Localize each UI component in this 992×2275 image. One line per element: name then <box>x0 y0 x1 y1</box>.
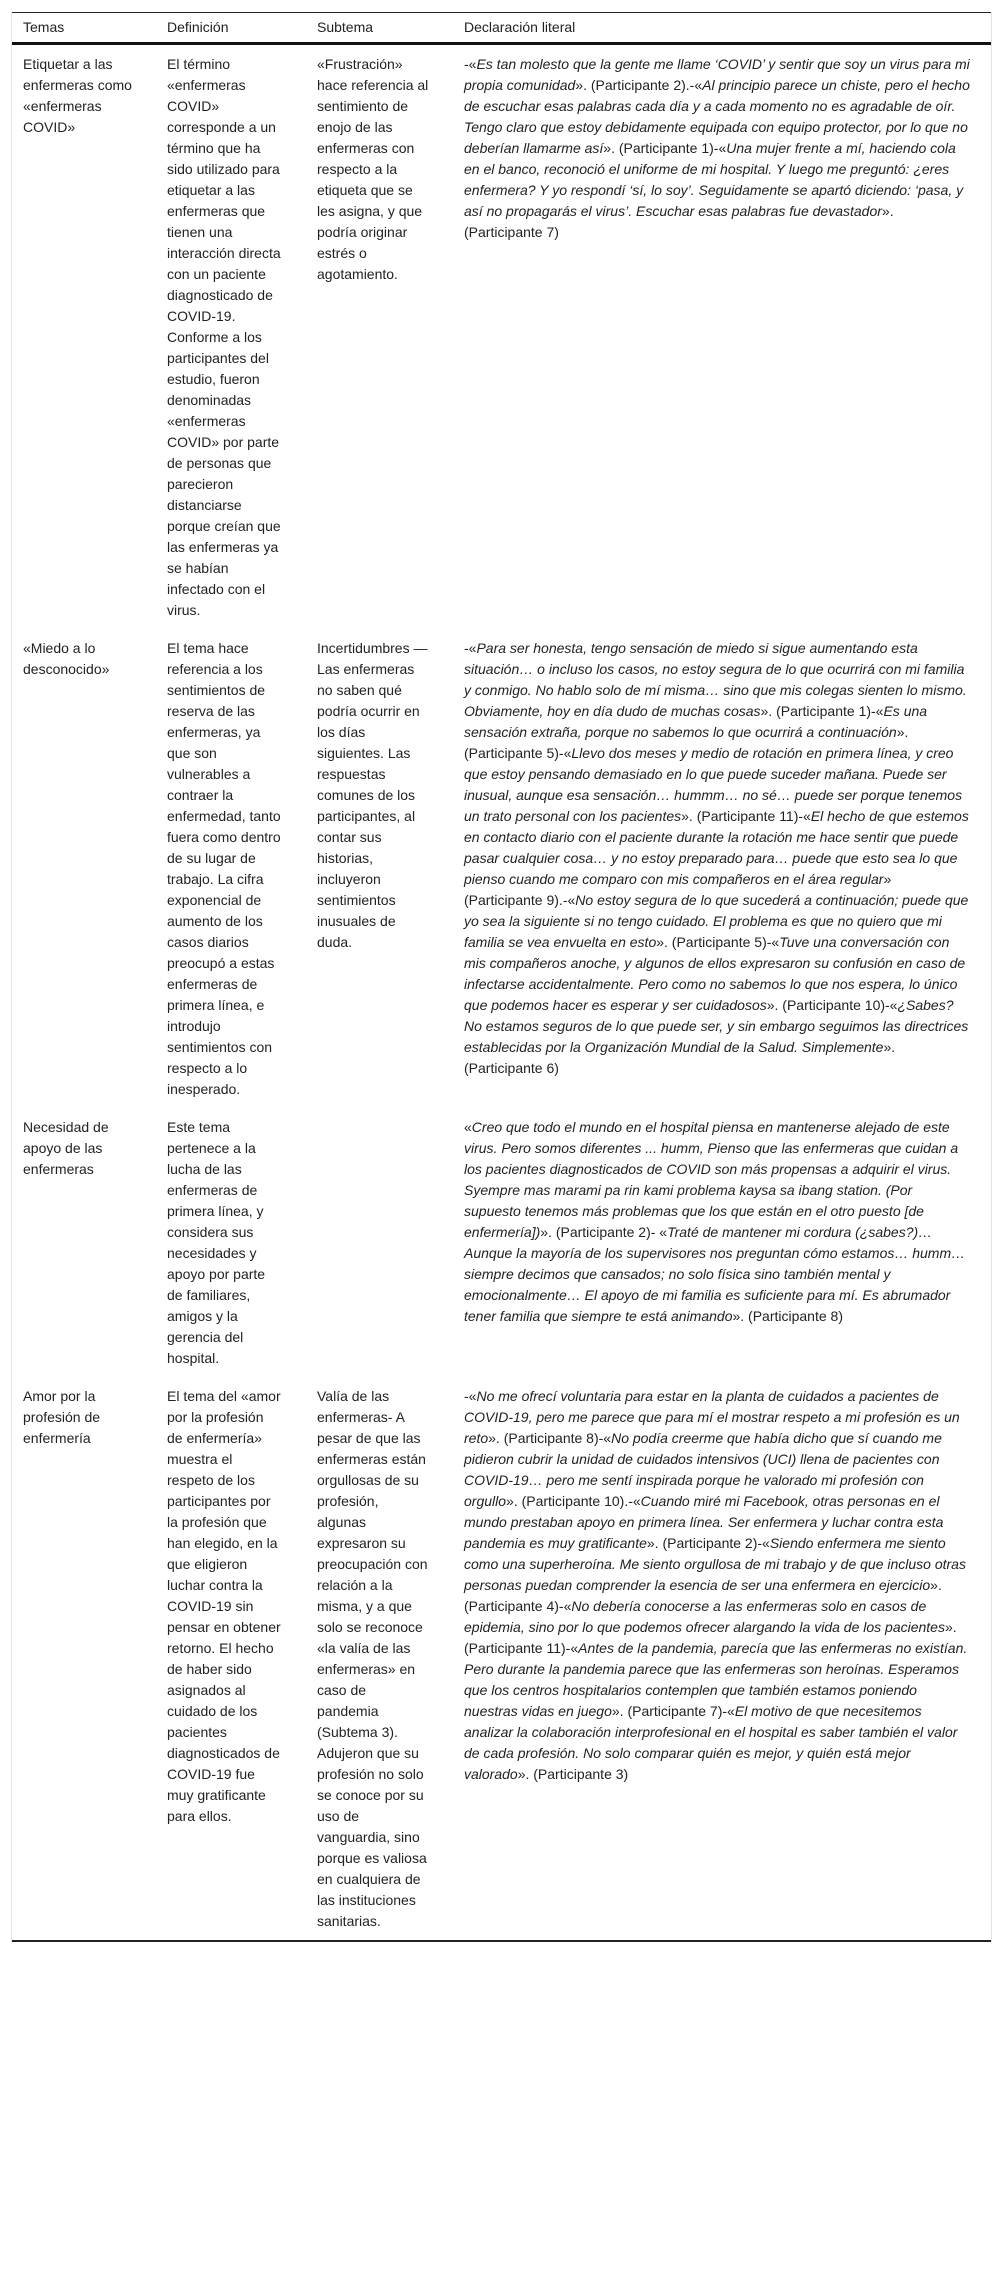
theme-cell: Amor por la profesión de enfermería <box>23 1388 101 1446</box>
literal-statement-cell <box>459 1108 991 1377</box>
table-row <box>12 1108 991 1377</box>
quote-attribution: » (Participante 9).-« <box>464 871 892 908</box>
theme-cell: «Miedo a lo desconocido» <box>23 640 110 677</box>
themes-table <box>12 12 991 1942</box>
quote-text: Al principio parece un chiste, pero el hecho de escuchar esas palabras cada día y a cada momento no es agradable de oír. Tengo claro que estoy debidamente equipada con equipo protector, por lo que no deberían llamarme así <box>464 77 970 156</box>
quote-attribution: ». (Participante 7) <box>464 203 894 240</box>
quote-attribution: « <box>464 1119 472 1135</box>
table-row <box>12 44 991 630</box>
quote-attribution: ». (Participante 3) <box>517 1766 629 1782</box>
quote-text: Es una sensación extraña, porque no sabemos lo que ocurrirá a continuación <box>464 703 928 740</box>
header-definicion: Definición <box>167 19 229 35</box>
definition-cell: Este tema pertenece a la lucha de las enfermeras de primera línea, y considera sus necesidades y apoyo por parte de familiares, amigos y la gerencia del hospital. <box>167 1119 266 1366</box>
quote-text: Es tan molesto que la gente me llame ‘COVID’ y sentir que soy un virus para mi propia comunidad <box>464 56 970 93</box>
quote-text: No debería conocerse a las enfermeras solo en casos de epidemia, sino por lo que podemos ofrecer alargando la vida de los pacientes <box>464 1598 945 1635</box>
header-declaracion-literal: Declaración literal <box>464 19 576 35</box>
table-body <box>12 44 991 1942</box>
quote-attribution: ». (Participante 8)-« <box>488 1430 612 1446</box>
quote-attribution: ». (Participante 11)-« <box>681 808 811 824</box>
quote-text: El motivo de que necesitemos analizar la colaboración interprofesional en el hospital es saber también el valor de cada profesión. No solo comparar quién es mejor, y quién está mejor valorado <box>464 1703 958 1782</box>
quote-text: Cuando miré mi Facebook, otras personas en el mundo prestaban apoyo en primera línea. Ser enfermera y luchar contra esta pandemia es muy gratificante <box>464 1493 944 1551</box>
quote-attribution: -« <box>464 640 477 656</box>
header-temas: Temas <box>23 19 65 35</box>
table-row <box>12 1377 991 1941</box>
quote-attribution: ». (Participante 2)- « <box>540 1224 668 1240</box>
quote-attribution: ». (Participante 6) <box>464 1039 896 1076</box>
definition-cell: El tema hace referencia a los sentimientos de reserva de las enfermeras, ya que son vulnerables a contraer la enfermedad, tanto fuera como dentro de su lugar de trabajo. La cifra exponencial de aumento de los casos diarios preocupó a estas enfermeras de primera línea, e introdujo sentimientos con respecto a lo inesperado. <box>167 640 281 1097</box>
quote-text: Una mujer frente a mí, haciendo cola en el banco, reconoció el uniforme de mi hospital. Y luego me preguntó: ¿eres enfermera? Y yo respondí ‘sí, lo soy’. Seguidamente se apartó diciendo: ‘pasa, y así no propagarás el virus’. Escuchar esas palabras fue devastador <box>464 140 964 219</box>
quote-attribution: ». (Participante 7)-« <box>611 1703 735 1719</box>
quote-text: Llevo dos meses y medio de rotación en primera línea, y creo que estoy pensando demasiado en lo que puede suceder mañana. Puede ser inusual, aunque esa sensación… hummm… no sé… puede ser porque tenemos un trato personal con los pacientes <box>464 745 963 824</box>
quote-attribution: ». (Participante 2).-« <box>575 77 703 93</box>
quote-attribution: ». (Participante 2)-« <box>646 1535 770 1551</box>
quote-text: Antes de la pandemia, parecía que las enfermeras no existían. Pero durante la pandemia parece que las enfermeras son heroínas. Esperamos que los centros hospitalarios contemplen que también estamos poniendo nuestras vidas en juego <box>464 1640 968 1719</box>
quote-attribution: ». (Participante 5)-« <box>656 934 780 950</box>
literal-statement-cell <box>459 1377 991 1941</box>
quote-attribution: ». (Participante 4)-« <box>464 1577 942 1614</box>
definition-cell: El término «enfermeras COVID» corresponde a un término que ha sido utilizado para etiquetar a las enfermeras que tienen una interacción directa con un paciente diagnosticado de COVID-19. Conforme a los participantes del estudio, fueron denominadas «enfermeras COVID» por parte de personas que parecieron distanciarse porque creían que las enfermeras ya se habían infectado con el virus. <box>167 56 281 618</box>
quote-attribution: ». (Participante 1)-« <box>603 140 727 156</box>
quote-attribution: -« <box>464 1388 477 1404</box>
subtheme-cell: Incertidumbres — Las enfermeras no saben qué podría ocurrir en los días siguientes. Las respuestas comunes de los participantes, al contar sus historias, incluyeron sentimientos inusuales de duda. <box>317 640 428 950</box>
quote-text: El hecho de que estemos en contacto diario con el paciente durante la rotación me hace sentir que puede pasar cualquier cosa… y no estoy preparado para… puede que esto sea lo que pienso cuando me comparo con mis compañeros en el área regular <box>464 808 969 887</box>
subtheme-cell: «Frustración» hace referencia al sentimiento de enojo de las enfermeras con respecto a la etiqueta que se les asigna, y que podría originar estrés o agotamiento. <box>317 56 429 282</box>
quote-text: No podía creerme que había dicho que sí cuando me pidieron cubrir la unidad de cuidados intensivos (UCI) llena de pacientes con COVID-19… pero me sentí inspirada porque he valorado mi profesión con orgullo <box>464 1430 942 1509</box>
quote-attribution: ». (Participante 1)-« <box>760 703 884 719</box>
table-header-row <box>12 13 991 44</box>
quote-attribution: ». (Participante 10).-« <box>506 1493 641 1509</box>
subtheme-cell: Valía de las enfermeras- A pesar de que las enfermeras están orgullosas de su profesión, algunas expresaron su preocupación con relación a la misma, y a que solo se reconoce «la valía de las enfermeras» en caso de pandemia (Subtema 3). Adujeron que su profesión no solo se conoce por su uso de vanguardia, sino porque es valiosa en cualquiera de las instituciones sanitarias. <box>317 1388 428 1929</box>
themes-table-container <box>11 12 992 1942</box>
quote-text: Creo que todo el mundo en el hospital piensa en mantenerse alejado de este virus. Pero somos diferentes ... humm, Pienso que las enfermeras que cuidan a los pacientes diagnosticados de COVID son más propensas a adquirir el virus. Syempre mas marami pa rin kami problema kaysa sa ibang station. (Por supuesto tenemos más problemas que los que están en el otro puesto [de enfermería]) <box>464 1119 959 1240</box>
quote-text: Siendo enfermera me siento como una superheroína. Me siento orgullosa de mi trabajo y de que incluso otras personas puedan comprender la esencia de ser una enfermera en ejercicio <box>464 1535 966 1593</box>
subtheme-cell <box>312 1108 459 1377</box>
quote-text: ¿Sabes? No estamos seguros de lo que puede ser, y sin embargo seguimos las directrices establecidas por la Organización Mundial de la Salud. Simplemente <box>464 997 969 1055</box>
quote-attribution: ». (Participante 10)-« <box>766 997 898 1013</box>
theme-cell: Etiquetar a las enfermeras como «enfermeras COVID» <box>23 56 132 135</box>
quote-attribution: ». (Participante 8) <box>732 1308 843 1324</box>
quote-attribution: ». (Participante 11)-« <box>464 1619 957 1656</box>
quote-text: No me ofrecí voluntaria para estar en la planta de cuidados a pacientes de COVID-19, pero me parece que para mí el mostrar respeto a mi profesión es un reto <box>464 1388 960 1446</box>
quote-text: Para ser honesta, tengo sensación de miedo si sigue aumentando esta situación… o incluso los casos, no estoy segura de lo que ocurrirá con mi familia y conmigo. No hablo solo de mí misma… sino que mis colegas sienten lo mismo. Obviamente, hoy en día dudo de muchas cosas <box>464 640 967 719</box>
definition-cell: El tema del «amor por la profesión de enfermería» muestra el respeto de los participantes por la profesión que han elegido, en la que eligieron luchar contra la COVID-19 sin pensar en obtener retorno. El hecho de haber sido asignados al cuidado de los pacientes diagnosticados de COVID-19 fue muy gratificante para ellos. <box>167 1388 281 1824</box>
quote-text: Tuve una conversación con mis compañeros anoche, y algunos de ellos expresaron su confusión en caso de infectarse accidentalmente. Pero como no sabemos lo que nos espera, lo único que podemos hacer es esperar y ser cuidadosos <box>464 934 966 1013</box>
quote-text: No estoy segura de lo que sucederá a continuación; puede que yo sea la siguiente si no tengo cuidado. El problema es que no quiero que mi familia se vea envuelta en esto <box>464 892 969 950</box>
literal-statement-cell <box>459 44 991 630</box>
quote-attribution: ». (Participante 5)-« <box>464 724 909 761</box>
quote-attribution: -« <box>464 56 477 72</box>
quote-text: Traté de mantener mi cordura (¿sabes?)… Aunque la mayoría de los supervisores nos preguntan cómo estamos… humm… siempre decimos que cansados; no solo física sino también mental y emocionalmente… El apoyo de mi familia es suficiente para mí. Es abrumador tener familia que siempre te está animando <box>464 1224 966 1324</box>
header-subtema: Subtema <box>317 19 374 35</box>
theme-cell: Necesidad de apoyo de las enfermeras <box>23 1119 109 1177</box>
literal-statement-cell <box>459 629 991 1108</box>
table-row <box>12 629 991 1108</box>
